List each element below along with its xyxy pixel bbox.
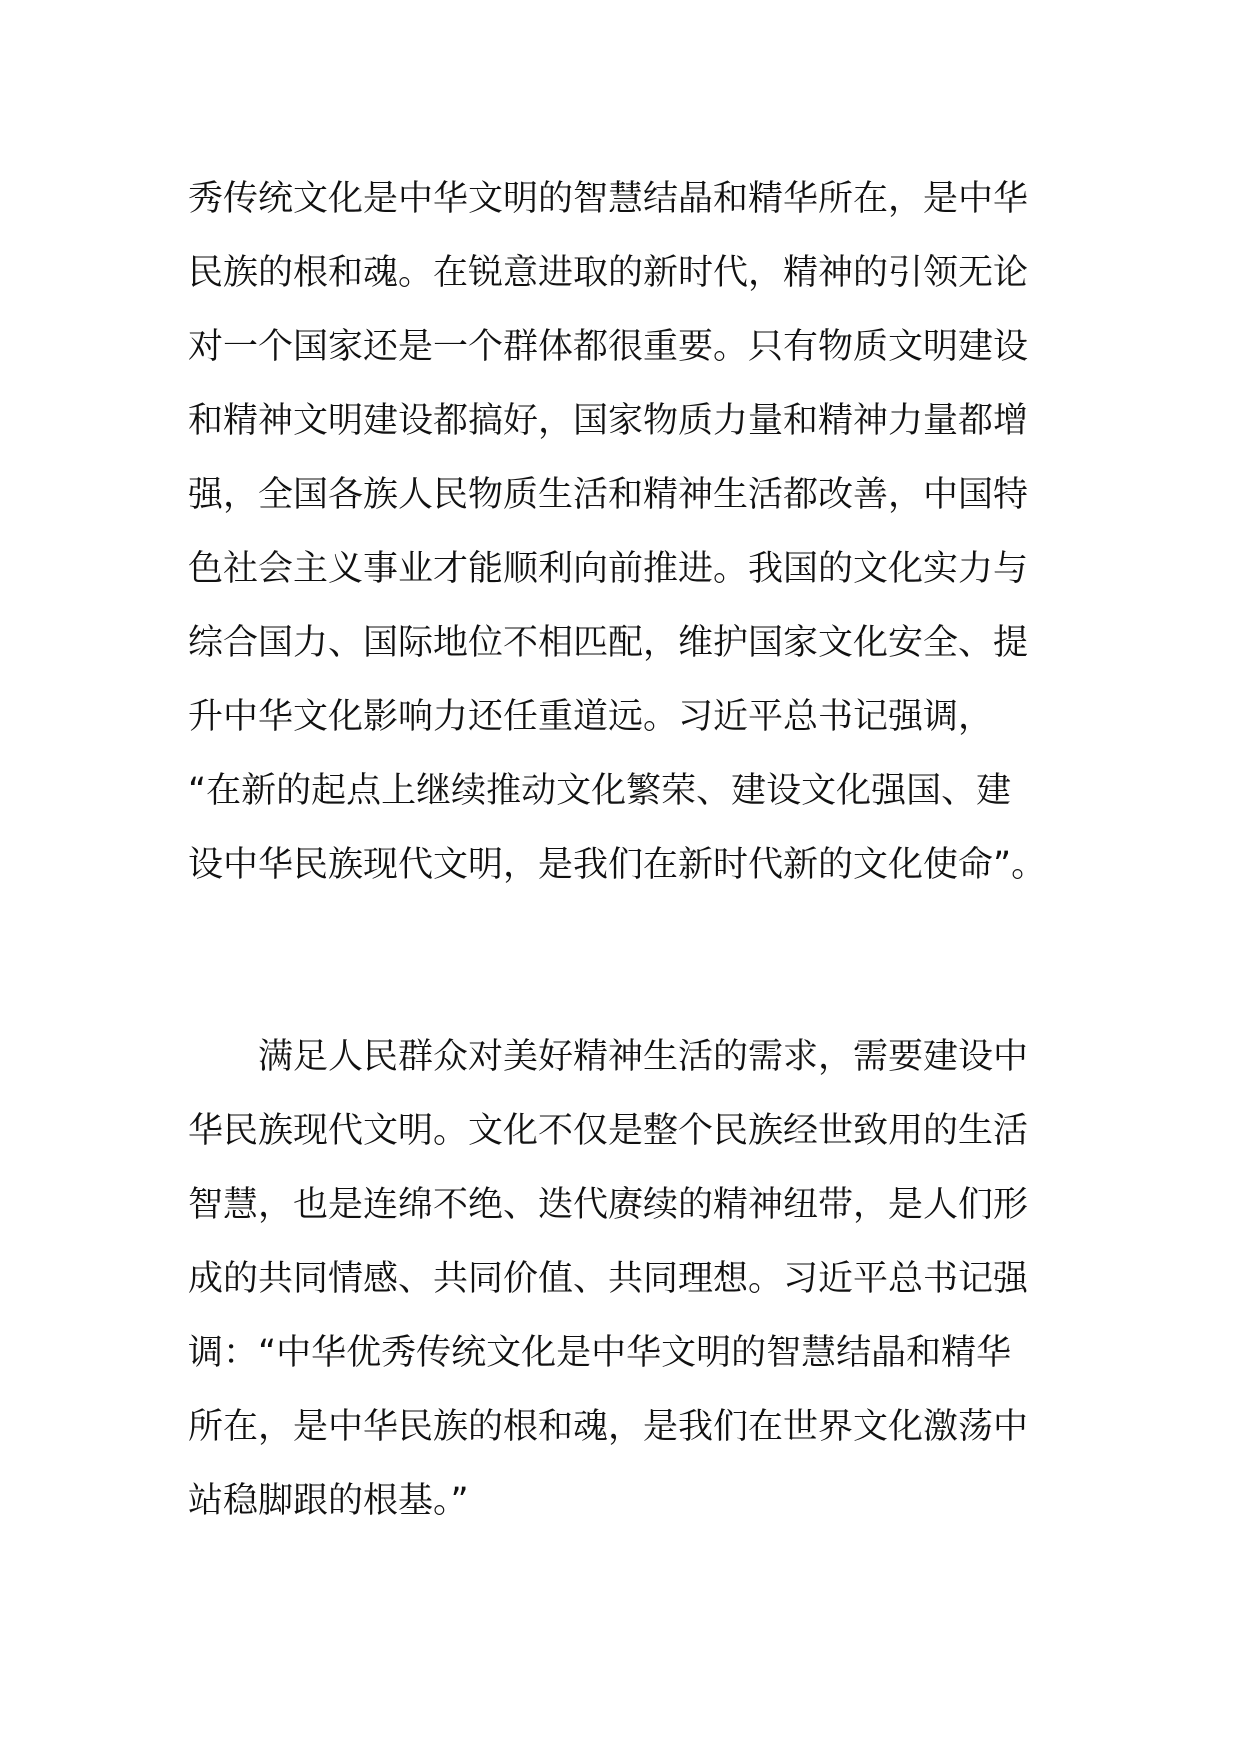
paragraph-line: 满足人民群众对美好精神生活的需求，需要建设中 xyxy=(188,1037,1029,1077)
paragraph-line: 综合国力、国际地位不相匹配，维护国家文化安全、提 xyxy=(188,623,1029,663)
paragraph-line: 所在，是中华民族的根和魂，是我们在世界文化激荡中 xyxy=(188,1407,1029,1447)
paragraph-line: 设中华民族现代文明，是我们在新时代新的文化使命”。 xyxy=(188,845,1047,885)
paragraph-line: 华民族现代文明。文化不仅是整个民族经世致用的生活 xyxy=(188,1111,1029,1151)
paragraph-1 xyxy=(188,162,1068,902)
paragraph-line: 站稳脚跟的根基。” xyxy=(188,1481,469,1521)
paragraph-line: 升中华文化影响力还任重道远。习近平总书记强调， xyxy=(188,697,994,737)
paragraph-2 xyxy=(188,1020,1068,1538)
paragraph-line: 民族的根和魂。在锐意进取的新时代，精神的引领无论 xyxy=(188,253,1029,293)
paragraph-line: 强，全国各族人民物质生活和精神生活都改善，中国特 xyxy=(188,475,1029,515)
paragraph-line: “在新的起点上继续推动文化繁荣、建设文化强国、建 xyxy=(188,771,1012,811)
paragraph-line: 秀传统文化是中华文明的智慧结晶和精华所在，是中华 xyxy=(188,179,1029,219)
paragraph-line: 对一个国家还是一个群体都很重要。只有物质文明建设 xyxy=(188,327,1029,367)
paragraph-line: 和精神文明建设都搞好，国家物质力量和精神力量都增 xyxy=(188,401,1029,441)
paragraph-line: 智慧，也是连绵不绝、迭代赓续的精神纽带，是人们形 xyxy=(188,1185,1029,1225)
paragraph-line: 调：“中华优秀传统文化是中华文明的智慧结晶和精华 xyxy=(188,1333,1012,1373)
paragraph-line: 色社会主义事业才能顺利向前推进。我国的文化实力与 xyxy=(188,549,1029,589)
paragraph-line: 成的共同情感、共同价值、共同理想。习近平总书记强 xyxy=(188,1259,1029,1299)
